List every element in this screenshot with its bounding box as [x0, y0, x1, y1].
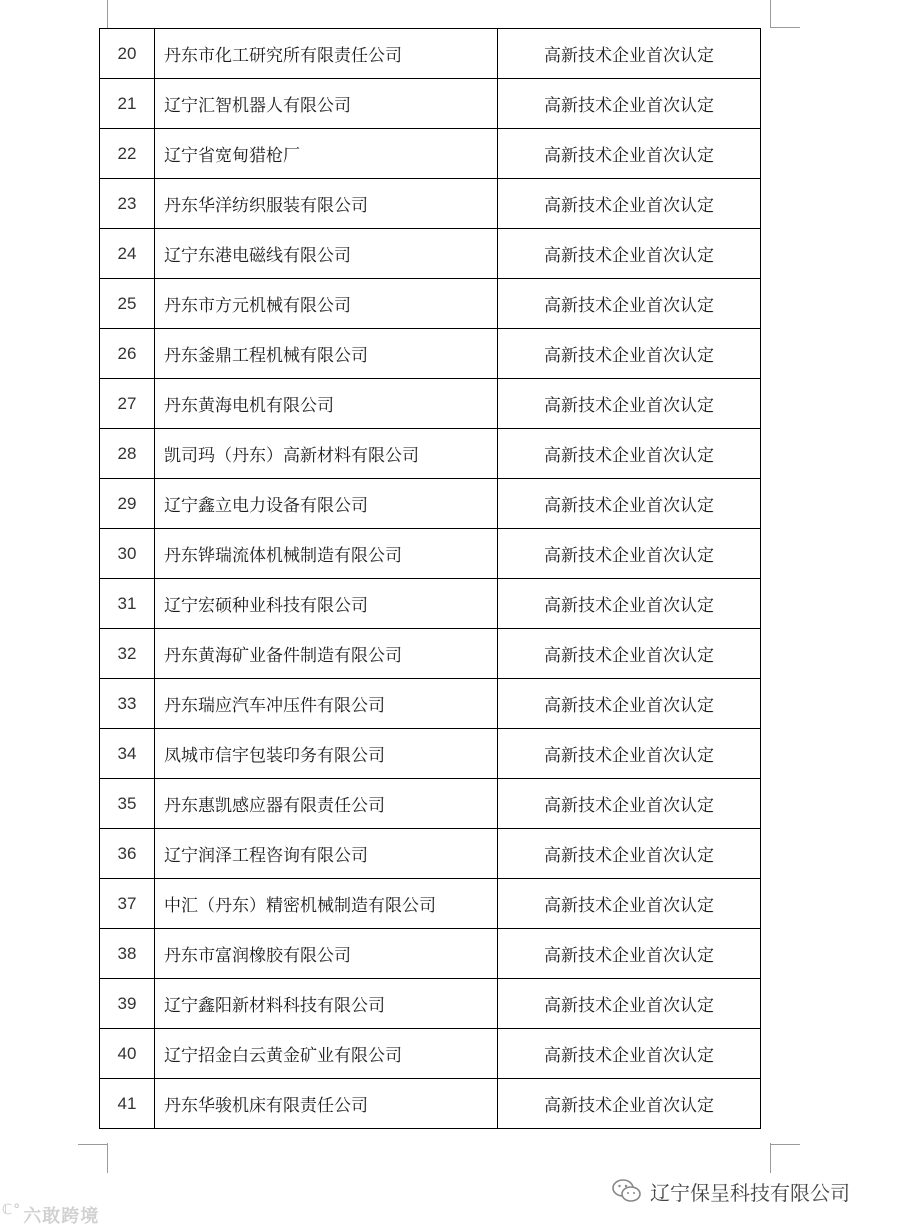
company-name: 丹东华洋纺织服装有限公司	[155, 179, 498, 229]
company-name: 辽宁招金白云黄金矿业有限公司	[155, 1029, 498, 1079]
crop-mark-top-left	[107, 0, 108, 28]
certification-type: 高新技术企业首次认定	[498, 779, 761, 829]
table-row	[100, 1029, 761, 1079]
table-row	[100, 229, 761, 279]
brand-signature	[612, 1176, 850, 1206]
crop-mark-bottom-left	[107, 1143, 108, 1173]
company-name: 辽宁鑫立电力设备有限公司	[155, 479, 498, 529]
certification-type: 高新技术企业首次认定	[498, 529, 761, 579]
certification-type: 高新技术企业首次认定	[498, 79, 761, 129]
table-row	[100, 29, 761, 79]
table-row	[100, 879, 761, 929]
row-index: 40	[100, 1029, 155, 1079]
company-name: 辽宁宏硕种业科技有限公司	[155, 579, 498, 629]
certification-type: 高新技术企业首次认定	[498, 879, 761, 929]
company-name: 丹东釜鼎工程机械有限公司	[155, 329, 498, 379]
company-name: 丹东铧瑞流体机械制造有限公司	[155, 529, 498, 579]
row-index: 41	[100, 1079, 155, 1129]
table-row	[100, 929, 761, 979]
certification-type: 高新技术企业首次认定	[498, 479, 761, 529]
wechat-icon	[612, 1178, 642, 1204]
company-table-body	[100, 29, 761, 1129]
certification-type: 高新技术企业首次认定	[498, 929, 761, 979]
certification-type: 高新技术企业首次认定	[498, 1029, 761, 1079]
company-name: 凯司玛（丹东）高新材料有限公司	[155, 429, 498, 479]
company-name: 辽宁省宽甸猎枪厂	[155, 129, 498, 179]
table-row	[100, 729, 761, 779]
crop-mark-bottom-right-h	[770, 1144, 800, 1145]
row-index: 20	[100, 29, 155, 79]
table-row	[100, 379, 761, 429]
table-row	[100, 479, 761, 529]
row-index: 22	[100, 129, 155, 179]
table-row	[100, 279, 761, 329]
row-index: 28	[100, 429, 155, 479]
company-name: 丹东瑞应汽车冲压件有限公司	[155, 679, 498, 729]
row-index: 23	[100, 179, 155, 229]
table-row	[100, 179, 761, 229]
table-row	[100, 79, 761, 129]
certification-type: 高新技术企业首次认定	[498, 629, 761, 679]
certification-type: 高新技术企业首次认定	[498, 979, 761, 1029]
table-row	[100, 329, 761, 379]
certification-type: 高新技术企业首次认定	[498, 129, 761, 179]
certification-type: 高新技术企业首次认定	[498, 379, 761, 429]
certification-type: 高新技术企业首次认定	[498, 429, 761, 479]
table-row	[100, 779, 761, 829]
logo-icon: ℂ°	[2, 1202, 22, 1218]
watermark-text: 六敢跨境	[23, 1206, 100, 1227]
company-table	[99, 28, 761, 1129]
company-name: 丹东市富润橡胶有限公司	[155, 929, 498, 979]
company-name: 辽宁汇智机器人有限公司	[155, 79, 498, 129]
table-row	[100, 629, 761, 679]
company-name: 丹东黄海矿业备件制造有限公司	[155, 629, 498, 679]
table-row	[100, 979, 761, 1029]
table-row	[100, 129, 761, 179]
certification-type: 高新技术企业首次认定	[498, 1079, 761, 1129]
row-index: 30	[100, 529, 155, 579]
table-row	[100, 529, 761, 579]
certification-type: 高新技术企业首次认定	[498, 179, 761, 229]
crop-mark-top-right-h	[770, 27, 800, 28]
certification-type: 高新技术企业首次认定	[498, 329, 761, 379]
certification-type: 高新技术企业首次认定	[498, 279, 761, 329]
row-index: 39	[100, 979, 155, 1029]
row-index: 33	[100, 679, 155, 729]
row-index: 25	[100, 279, 155, 329]
watermark	[2, 1202, 99, 1228]
crop-mark-bottom-right	[770, 1143, 771, 1173]
certification-type: 高新技术企业首次认定	[498, 829, 761, 879]
company-name: 丹东黄海电机有限公司	[155, 379, 498, 429]
row-index: 36	[100, 829, 155, 879]
row-index: 29	[100, 479, 155, 529]
row-index: 26	[100, 329, 155, 379]
company-name: 中汇（丹东）精密机械制造有限公司	[155, 879, 498, 929]
crop-mark-top-right	[770, 0, 771, 28]
company-name: 辽宁东港电磁线有限公司	[155, 229, 498, 279]
row-index: 31	[100, 579, 155, 629]
certification-type: 高新技术企业首次认定	[498, 729, 761, 779]
row-index: 38	[100, 929, 155, 979]
table-row	[100, 829, 761, 879]
company-name: 丹东惠凯感应器有限责任公司	[155, 779, 498, 829]
brand-text: 辽宁保呈科技有限公司	[650, 1180, 850, 1205]
company-name: 丹东市化工研究所有限责任公司	[155, 29, 498, 79]
company-name: 凤城市信宇包装印务有限公司	[155, 729, 498, 779]
row-index: 32	[100, 629, 155, 679]
company-name: 辽宁润泽工程咨询有限公司	[155, 829, 498, 879]
crop-mark-bottom-left-h	[78, 1144, 108, 1145]
row-index: 24	[100, 229, 155, 279]
company-name: 辽宁鑫阳新材料科技有限公司	[155, 979, 498, 1029]
table-row	[100, 679, 761, 729]
row-index: 21	[100, 79, 155, 129]
table-row	[100, 579, 761, 629]
company-name: 丹东华骏机床有限责任公司	[155, 1079, 498, 1129]
certification-type: 高新技术企业首次认定	[498, 679, 761, 729]
certification-type: 高新技术企业首次认定	[498, 229, 761, 279]
table-row	[100, 1079, 761, 1129]
row-index: 34	[100, 729, 155, 779]
row-index: 37	[100, 879, 155, 929]
company-name: 丹东市方元机械有限公司	[155, 279, 498, 329]
certification-type: 高新技术企业首次认定	[498, 29, 761, 79]
table-row	[100, 429, 761, 479]
row-index: 35	[100, 779, 155, 829]
certification-type: 高新技术企业首次认定	[498, 579, 761, 629]
row-index: 27	[100, 379, 155, 429]
